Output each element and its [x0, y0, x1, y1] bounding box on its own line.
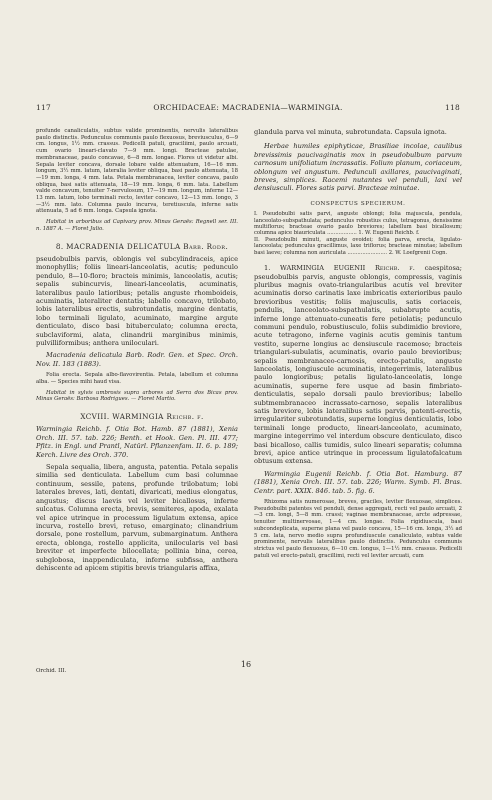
sheet-number: 16: [240, 660, 252, 669]
conspectus-entry: II. Pseudobulbi minuti, anguste ovoidei; folia parva, erecta, ligulato-lanceolata; pedunculus gracillimus, laxe triflorus; bracteae minutae; labellum basi laeve; columna non auriculata ........................ 2. W. Loefgrenii Cogn.: [254, 236, 462, 256]
species-diagnosis: [254, 264, 462, 466]
continued-text: glandula parva vel minuta, subrotundata. Capsula ignota.: [254, 128, 447, 136]
species-description: Rhizoma satis numerosae, breves, graciles, leviter flexuosae, simplices. Pseudobulbi patentes vel penduli, dense aggregati, recti vel paulo arcuati, 2—3 cm. longi, 5—8 mm. crassi; vaginae membranaceae, arcte adpressae, tenuiter multinervosae, 1—4 cm. longae. Folia rigidiuscula, basi subcondeplicata, superne plana vel paulo concava, 15—16 cm. longa, 3½ ad 5 cm. lata, nervo medio supra profundiuscule canaliculato, subtus valde prominente, nervulis lateralibus paulo distinctis. Pedunculus communis strictus vel paulo flexuosus, 6—10 cm. longus, 1—1½ mm. crassus. Pedicelli patuli vel erecto-patuli, gracillimi, recti vel leviter arcuati, cum: [254, 499, 462, 559]
genus-description: Sepala sequalia, libera, angusta, patentia. Petala sepalis similia sed denticulata. Labellum cum basi columnae continuum, sessile, patens, profunde trilobatum; lobi laterales breves, lati, dentati, divaricati, medius elongatus, angustus; discus laevis vel leviter bicallosus, inferne sulcatus. Columna erecta, brevis, semiteres, apoda, exalata vel apice utrinque in processum ligulatum extensa, apice incurva, rostello brevi, retuso, emarginato; clinandrium dorsale, pone rostellum, parvum, submarginatum. Anthera erecta, oblonga, rostello applicita, unilocularis vel basi breviter et imperfecte bilocellata; pollinia bina, cerea, subglobosa, inappendiculata, inferne subfissa, anthera dehiscente ad apicem stipitis brevis triangularis affixa,: [36, 463, 238, 572]
species-heading-warmingia-eugenii: 1. WARMINGIA EUGENII Reichb. f.: [264, 264, 415, 273]
page-number-left: 117: [36, 103, 52, 112]
habitat-note: Habitat in arboribus ad Capivary prov. Minas Geraës: Regnell ser. III. n. 1887 A. — Floret Julio.: [36, 219, 238, 232]
species-diagnosis: pseudobulbis parvis, oblongis vel subcylindraceis, apice monophyllis; foliis lineari-lanceolatis, acutis; pedunculo pendulo, 8—10-floro; bracteis minimis, lanceolatis, acutis; sepalis subincurvis, lineari-lanceolatis, acuminatis, lateralibus paulo latioribus; petalis anguste rhomboideis, acuminatis, lateraliter dentatis; labello concavo, trilobato, lobis lateralibus erectis, subrotundatis, margine dentatis, lobo terminali ligulato, acuminato, margine argute denticulato, disco basi bituberculato; columna erecta, subclaviformi, alata, clinandrii marginibus minimis, pulvilliformibus; anthera uniloculari.: [36, 254, 238, 348]
habitat-note: Habitat in sylvis umbrosis supra arbores ad Serra dos Bicas prov. Minas Geraës: Barbosa Rodrigues. — Floret Martio.: [36, 389, 238, 403]
conspectus-specierum: [254, 201, 462, 256]
page-number-right: 118: [444, 103, 460, 112]
species-reference: Macradenia delicatula Barb. Rodr. Gen. et Spec. Orch. Nov. II. 183 (1883).: [36, 351, 238, 368]
genus-reference: Warmingia Reichb. f. Otia Bot. Hamb. 87 (1881), Xenia Orch. III. 57. tab. 226; Benth. et Hook. Gen. Pl. III. 477; Pfitz. in Engl. und Prantl, Natürl. Pflanzenfam. II. 6. p. 189; Kerch. Livre des Orch. 370.: [36, 425, 238, 459]
right-column: [254, 128, 462, 559]
species-diagnosis-text: caespitosa; pseudobulbis parvis, anguste oblongis, compressis, vaginis pluribus magnis ovato-triangularibus acutis vel breviter acuminatis dorso carinatis laxe imbricatis exterioribus paulo brevioribus vestitis; foliis majusculis, satis coriaceis, pendulis, lanceolato-subspathulatis, subabrupte acutis, inferne longe attenuato-cuneatis fere petiolatis; pedunculo communi pendulo, robustiusculo, foliis subdimidio breviore, acute tetragono, inferne vaginis acutis geminis tantum vestito, superne longius ac densiuscule racemoso; bracteis triangulari-subulatis, acuminatis, ovario paulo brevioribus; sepalis membranaceo-carnosis, erecto-patulis, anguste lanceolatis, longiuscule acuminatis, integerrimis, lateralibus paulo longioribus; petalis ligulato-lanceolatis, longe acuminatis, superne fere usque ad basin fimbriato-denticulatis, sepalo dorsali paulo brevioribus; labello subtmembranaceo incrassato-carnoso, sepalis lateralibus satis breviore, lobis lateralibus satis parvis, patenti-erectis, irregulariter subrotundatis, superne longius denticulatis, lobo terminali longe producto, lineari-lanceolato, acuminato, margine integerrimo vel interdum obscure denticulato, disco basi bicalloso, callis tumidis, sulco lineari separatis; columna brevi, apice antice utrinque in processum ligulatofalcatum obtusum extensa.: [254, 264, 462, 466]
conspectus-entry: I. Pseudobulbi satis parvi, anguste oblongi; folia majuscula, pendula, lanceolato-subspathulata; pedunculus robustius culus, tetragonus, densissime multiflorus; bracteae ovario paulo breviores; labellum basi bicallosum; columna apice biauriculata .................. 1. W. Eugenii Reichb. f.: [254, 211, 462, 237]
left-column: [36, 128, 238, 572]
species-reference: Warmingia Eugenii Reichb. f. Otia Bot. Hamburg. 87 (1881), Xenia Orch. III. 57. tab. 226; Warm. Symb. Fl. Bras. Centr. part. XXIX. 846. tab. 5. fig. 6.: [254, 469, 462, 495]
genus-habit-description: Herbae humiles epiphyticae, Brasiliae incolae, caulibus brevissimis paucivaginatis mox in pseudobulbum parvum carnosum unifoliatum incrassatis. Folium planum, coriaceum, oblongum vel angustum. Pedunculi axillares, paucivaginati, breves, simplices. Racemi nutantes vel penduli, laxi vel densiusculi. Flores satis parvi. Bracteae minutae.: [254, 142, 462, 193]
species-heading-macradenia-delicatula: 8. MACRADENIA DELICATULA Barb. Rodr.: [55, 241, 229, 251]
running-title: ORCHIDACEAE: MACRADENIA—WARMINGIA.: [153, 103, 343, 112]
conspectus-title: CONSPECTUS SPECIERUM.: [310, 200, 406, 207]
continued-description: profunde canaliculatis, subtus valide prominentis, nervulis lateralibus paulo distinctis. Pedunculus communis paulo flexuosus, breviusculus, 6—9 cm. longus, 1½ mm. crassus. Pedicelli patuli, graciliimi, paulo arcuati, cum ovario lineari-clavato 7—9 mm. longi. Bracteae patulae, membranaceae, paulo concavae, 6—8 mm. longae. Flores ut videtur albi. Sepala leviter concava, dorsale lobare valde attenuatum, 16—16 mm. longum, 3½ mm. latum, lateralia leviter obliqua, basi paulo attenuata, 18—19 mm. longa, 4 mm. lata. Petala membranacea, leviter concava, paulo obliqua, basi satis attenuata, 18—19 mm. longa, 6 mm. lata. Labellum valde concavum, tenuiter 7-nervulosum, 17—19 mm. longum, inferne 12—13 mm. latum, lobo terminali recto, leviter concavo, 12—13 mm. longo, 3—3½ mm. lato. Columna paulo incurva, teretiuscula, inferne satis attenuata, 5 ad 6 mm. longa. Capsula ignota.: [36, 128, 238, 215]
signature-mark: Orchid. III.: [36, 668, 67, 674]
running-header: [36, 103, 460, 115]
genus-heading-warmingia: XCVIII. WARMINGIA Reichb. f.: [80, 412, 204, 422]
species-description: Folia erecta. Sepala albo-flavovirentia. Petala, labellum et columna alba. — Species mihi haud visa.: [36, 372, 238, 385]
